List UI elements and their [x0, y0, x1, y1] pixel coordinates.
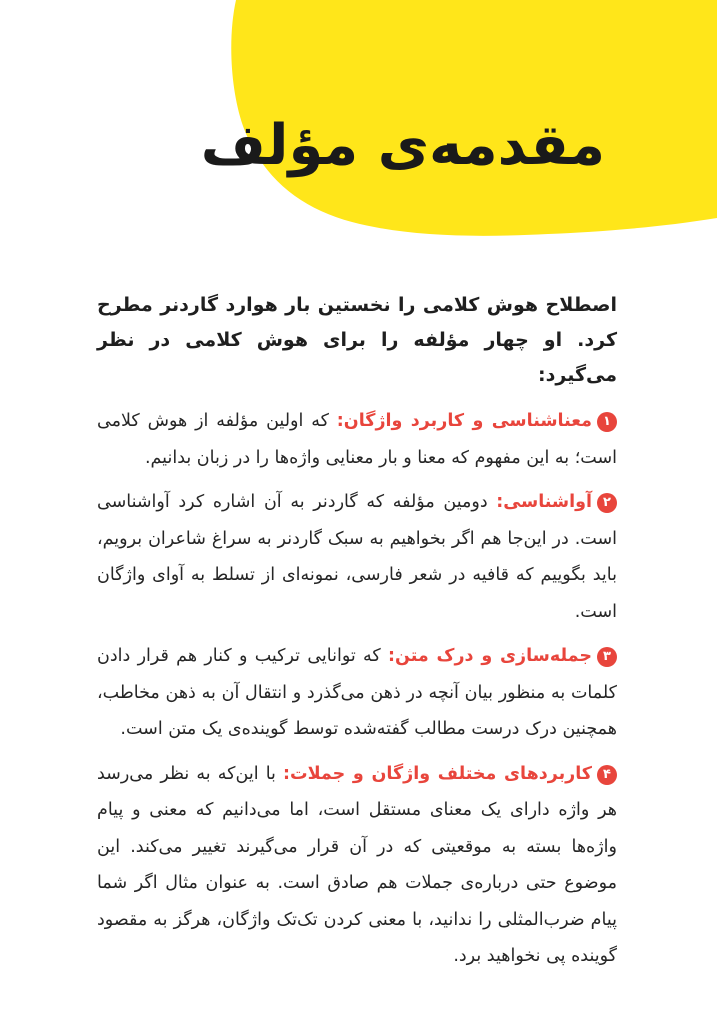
item-text: که توانایی ترکیب و کنار هم قرار دادن کلمات به منظور بیان آنچه در ذهن می‌گذرد و انتقال آن به ذهن مخاطب، همچنین درک درست مطالب گفته‌شده توسط گوینده‌ی یک متن است.: [97, 646, 617, 739]
item-text: با این‌که به نظر می‌رسد هر واژه دارای یک معنای مستقل است، اما می‌دانیم که معنی و پیام واژه‌ها بسته به موقعیتی که در آن قرار می‌گیرند تغییر می‌کند. این موضوع حتی درباره‌ی جملات هم صادق است. به عنوان مثال اگر شما پیام ضرب‌المثلی را ندانید، با معنی کردن تک‌تک واژگان، هرگز به مقصود گوینده پی نخواهید برد.: [97, 763, 617, 966]
main-content: [97, 288, 617, 983]
item-text: که اولین مؤلفه از هوش کلامی است؛ به این مفهوم که معنا و بار معنایی واژه‌ها را در زبان بدانیم.: [97, 411, 617, 468]
page-title: مقدمه‌ی مؤلف: [200, 113, 605, 178]
list-item-1: [97, 403, 617, 476]
item-text: دومین مؤلفه که گاردنر به آن اشاره کرد آواشناسی است. در این‌جا هم اگر بخواهیم به سبک گاردنر به سراغ شاعران برویم، باید بگوییم که قافیه در شعر فارسی، نمونه‌ای از تسلط به آوای واژگان است.: [97, 492, 617, 622]
list-item-2: [97, 484, 617, 630]
item-term: کاربردهای مختلف واژگان و جملات:: [283, 763, 592, 784]
list-item-3: [97, 638, 617, 748]
number-badge: ۱: [597, 412, 617, 432]
number-badge: ۳: [597, 647, 617, 667]
item-term: آواشناسی:: [496, 492, 592, 512]
number-badge: ۲: [597, 493, 617, 513]
item-term: جمله‌سازی و درک متن:: [388, 646, 592, 666]
item-term: معناشناسی و کاربرد واژگان:: [336, 411, 592, 431]
list-item-4: [97, 756, 617, 975]
intro-paragraph: اصطلاح هوش کلامی را نخستین بار هوارد گاردنر مطرح کرد. او چهار مؤلفه را برای هوش کلامی در نظر می‌گیرد:: [97, 294, 617, 386]
number-badge: ۴: [597, 765, 617, 785]
